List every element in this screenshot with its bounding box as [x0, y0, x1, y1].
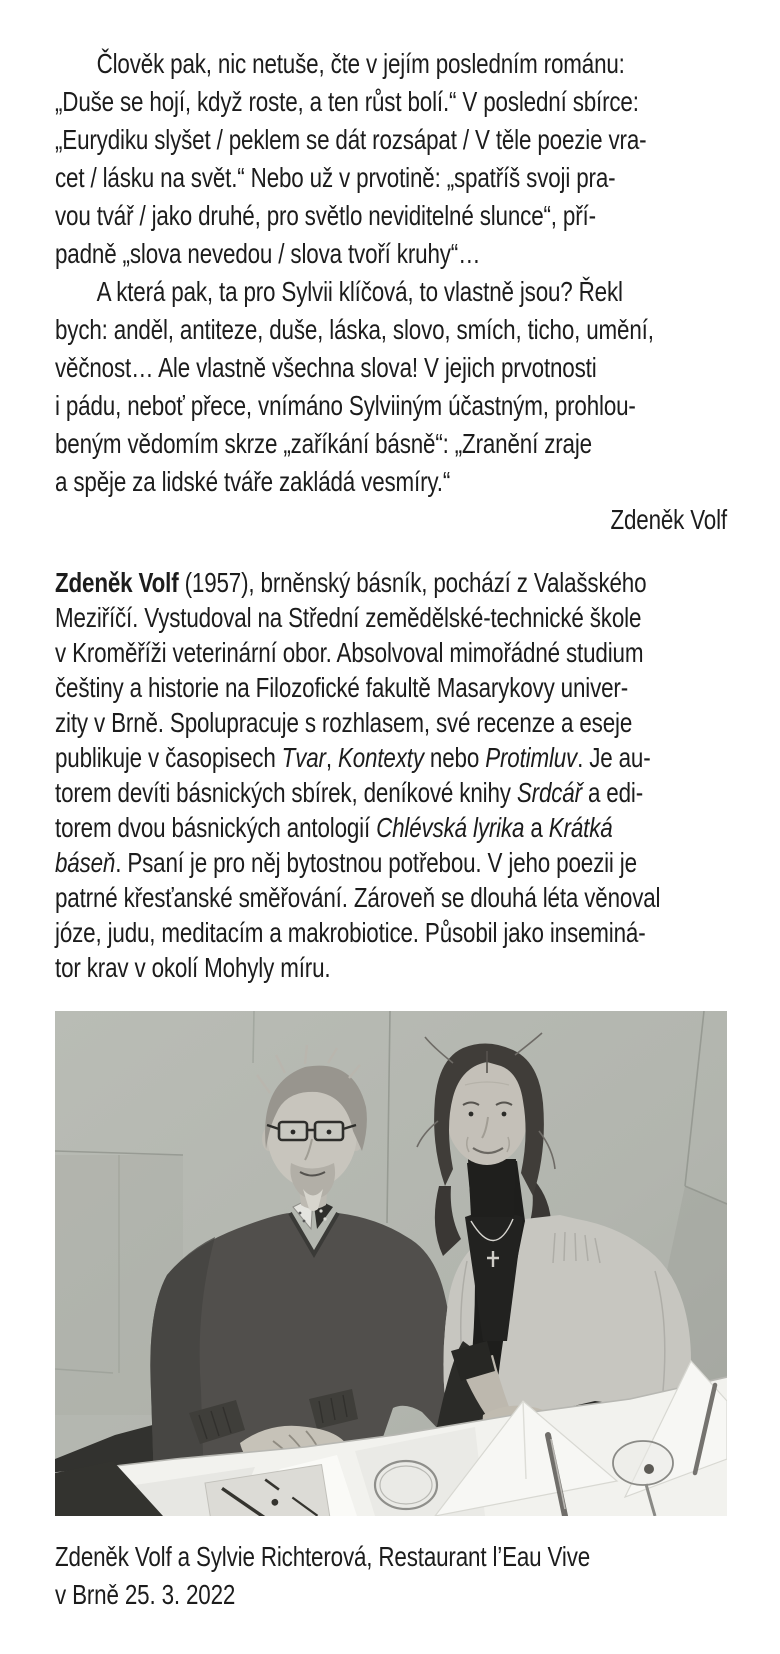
- photo: [55, 1011, 727, 1516]
- bio-text: . Je au-: [577, 742, 651, 773]
- paragraph-line: A která pak, ta pro Sylvii klíčová, to vlastně jsou? Řekl: [96, 276, 623, 307]
- bio-line: [55, 810, 727, 845]
- bio-title-italic: báseň: [55, 847, 116, 878]
- bio-line: [55, 845, 727, 880]
- paragraph-line: cet / lásku na svět.“ Nebo už v prvotině: „spatříš svoji pra-: [55, 162, 616, 193]
- bio-text: zity v Brně. Spolupracuje s rozhlasem, své recenze a eseje: [55, 707, 633, 738]
- bio-line: [55, 635, 727, 670]
- bio-text: torem devíti básnických sbírek, deníkové knihy: [55, 777, 517, 808]
- bio-text: a: [524, 812, 549, 843]
- bio-text: češtiny a historie na Filozofické fakultě Masarykovy univer-: [55, 672, 629, 703]
- bio-line: [55, 915, 727, 950]
- paragraph-line: bych: anděl, antiteze, duše, láska, slovo, smích, ticho, umění,: [55, 314, 654, 345]
- bio-line: [55, 880, 727, 915]
- photo-figure: [55, 1011, 780, 1614]
- caption-line: v Brně 25. 3. 2022: [55, 1579, 236, 1610]
- bio-text: a edi-: [581, 777, 644, 808]
- paragraph-line: „Duše se hojí, když roste, a ten růst bolí.“ V poslední sbírce:: [55, 86, 639, 117]
- bio-line: [55, 705, 727, 740]
- paragraph-2: [55, 273, 727, 501]
- paragraph-1: [55, 45, 727, 273]
- paragraph-line: Člověk pak, nic netuše, čte v jejím posledním románu:: [96, 48, 625, 79]
- bio-text: józe, judu, meditacím a makrobiotice. Působil jako inseminá-: [55, 917, 646, 948]
- bio-text: publikuje v časopisech: [55, 742, 282, 773]
- bio-text: v Kroměříži veterinární obor. Absolvoval mimořádné studium: [55, 637, 644, 668]
- bio-line: [55, 670, 727, 705]
- signature: [55, 501, 727, 539]
- paragraph-line: beným vědomím skrze „zaříkání básně“: „Zranění zraje: [55, 428, 592, 459]
- bio-text: (1957), brněnský básník, pochází z Valašského: [178, 567, 647, 598]
- bio-text: . Psaní je pro něj bytostnou potřebou. V jeho poezii je: [115, 847, 637, 878]
- paragraph-line: věčnost… Ale vlastně všechna slova! V jejich prvotnosti: [55, 352, 597, 383]
- bio-text: nebo: [423, 742, 486, 773]
- bio-text: tor krav v okolí Mohyly míru.: [55, 952, 331, 983]
- bio-title-italic: Krátká: [548, 812, 613, 843]
- bio-line: [55, 950, 727, 985]
- bio-title-italic: Tvar: [281, 742, 326, 773]
- paragraph-line: padně „slova nevedou / slova tvoří kruhy“…: [55, 238, 481, 269]
- paragraph-line: i pádu, neboť přece, vnímáno Sylviiným účastným, prohlou-: [55, 390, 636, 421]
- bio-name-bold: Zdeněk Volf: [55, 567, 179, 598]
- bio-title-italic: Srdcář: [516, 777, 582, 808]
- bio-line: [55, 565, 727, 600]
- paragraph-line: „Eurydiku slyšet / peklem se dát rozsápat / V těle poezie vra-: [55, 124, 647, 155]
- bio-line: [55, 775, 727, 810]
- photo-caption: [55, 1538, 727, 1614]
- signature-name: Zdeněk Volf: [610, 504, 727, 535]
- bio-title-italic: Kontexty: [337, 742, 424, 773]
- bio-text: patrné křesťanské směřování. Zároveň se dlouhá léta věnoval: [55, 882, 661, 913]
- bio-title-italic: Chlévská lyrika: [376, 812, 525, 843]
- bio-title-italic: Protimluv: [485, 742, 578, 773]
- bio-text: ,: [325, 742, 338, 773]
- bio-line: [55, 600, 727, 635]
- bio-paragraph: [55, 565, 727, 985]
- paragraph-line: vou tvář / jako druhé, pro světlo neviditelné slunce“, pří-: [55, 200, 596, 231]
- bio-text: torem dvou básnických antologií: [55, 812, 377, 843]
- bio-line: [55, 740, 727, 775]
- caption-line: Zdeněk Volf a Sylvie Richterová, Restaurant l’Eau Vive: [55, 1541, 591, 1572]
- paragraph-line: a spěje za lidské tváře zakládá vesmíry.“: [55, 466, 451, 497]
- bio-text: Meziříčí. Vystudoval na Střední zemědělské-technické škole: [55, 602, 642, 633]
